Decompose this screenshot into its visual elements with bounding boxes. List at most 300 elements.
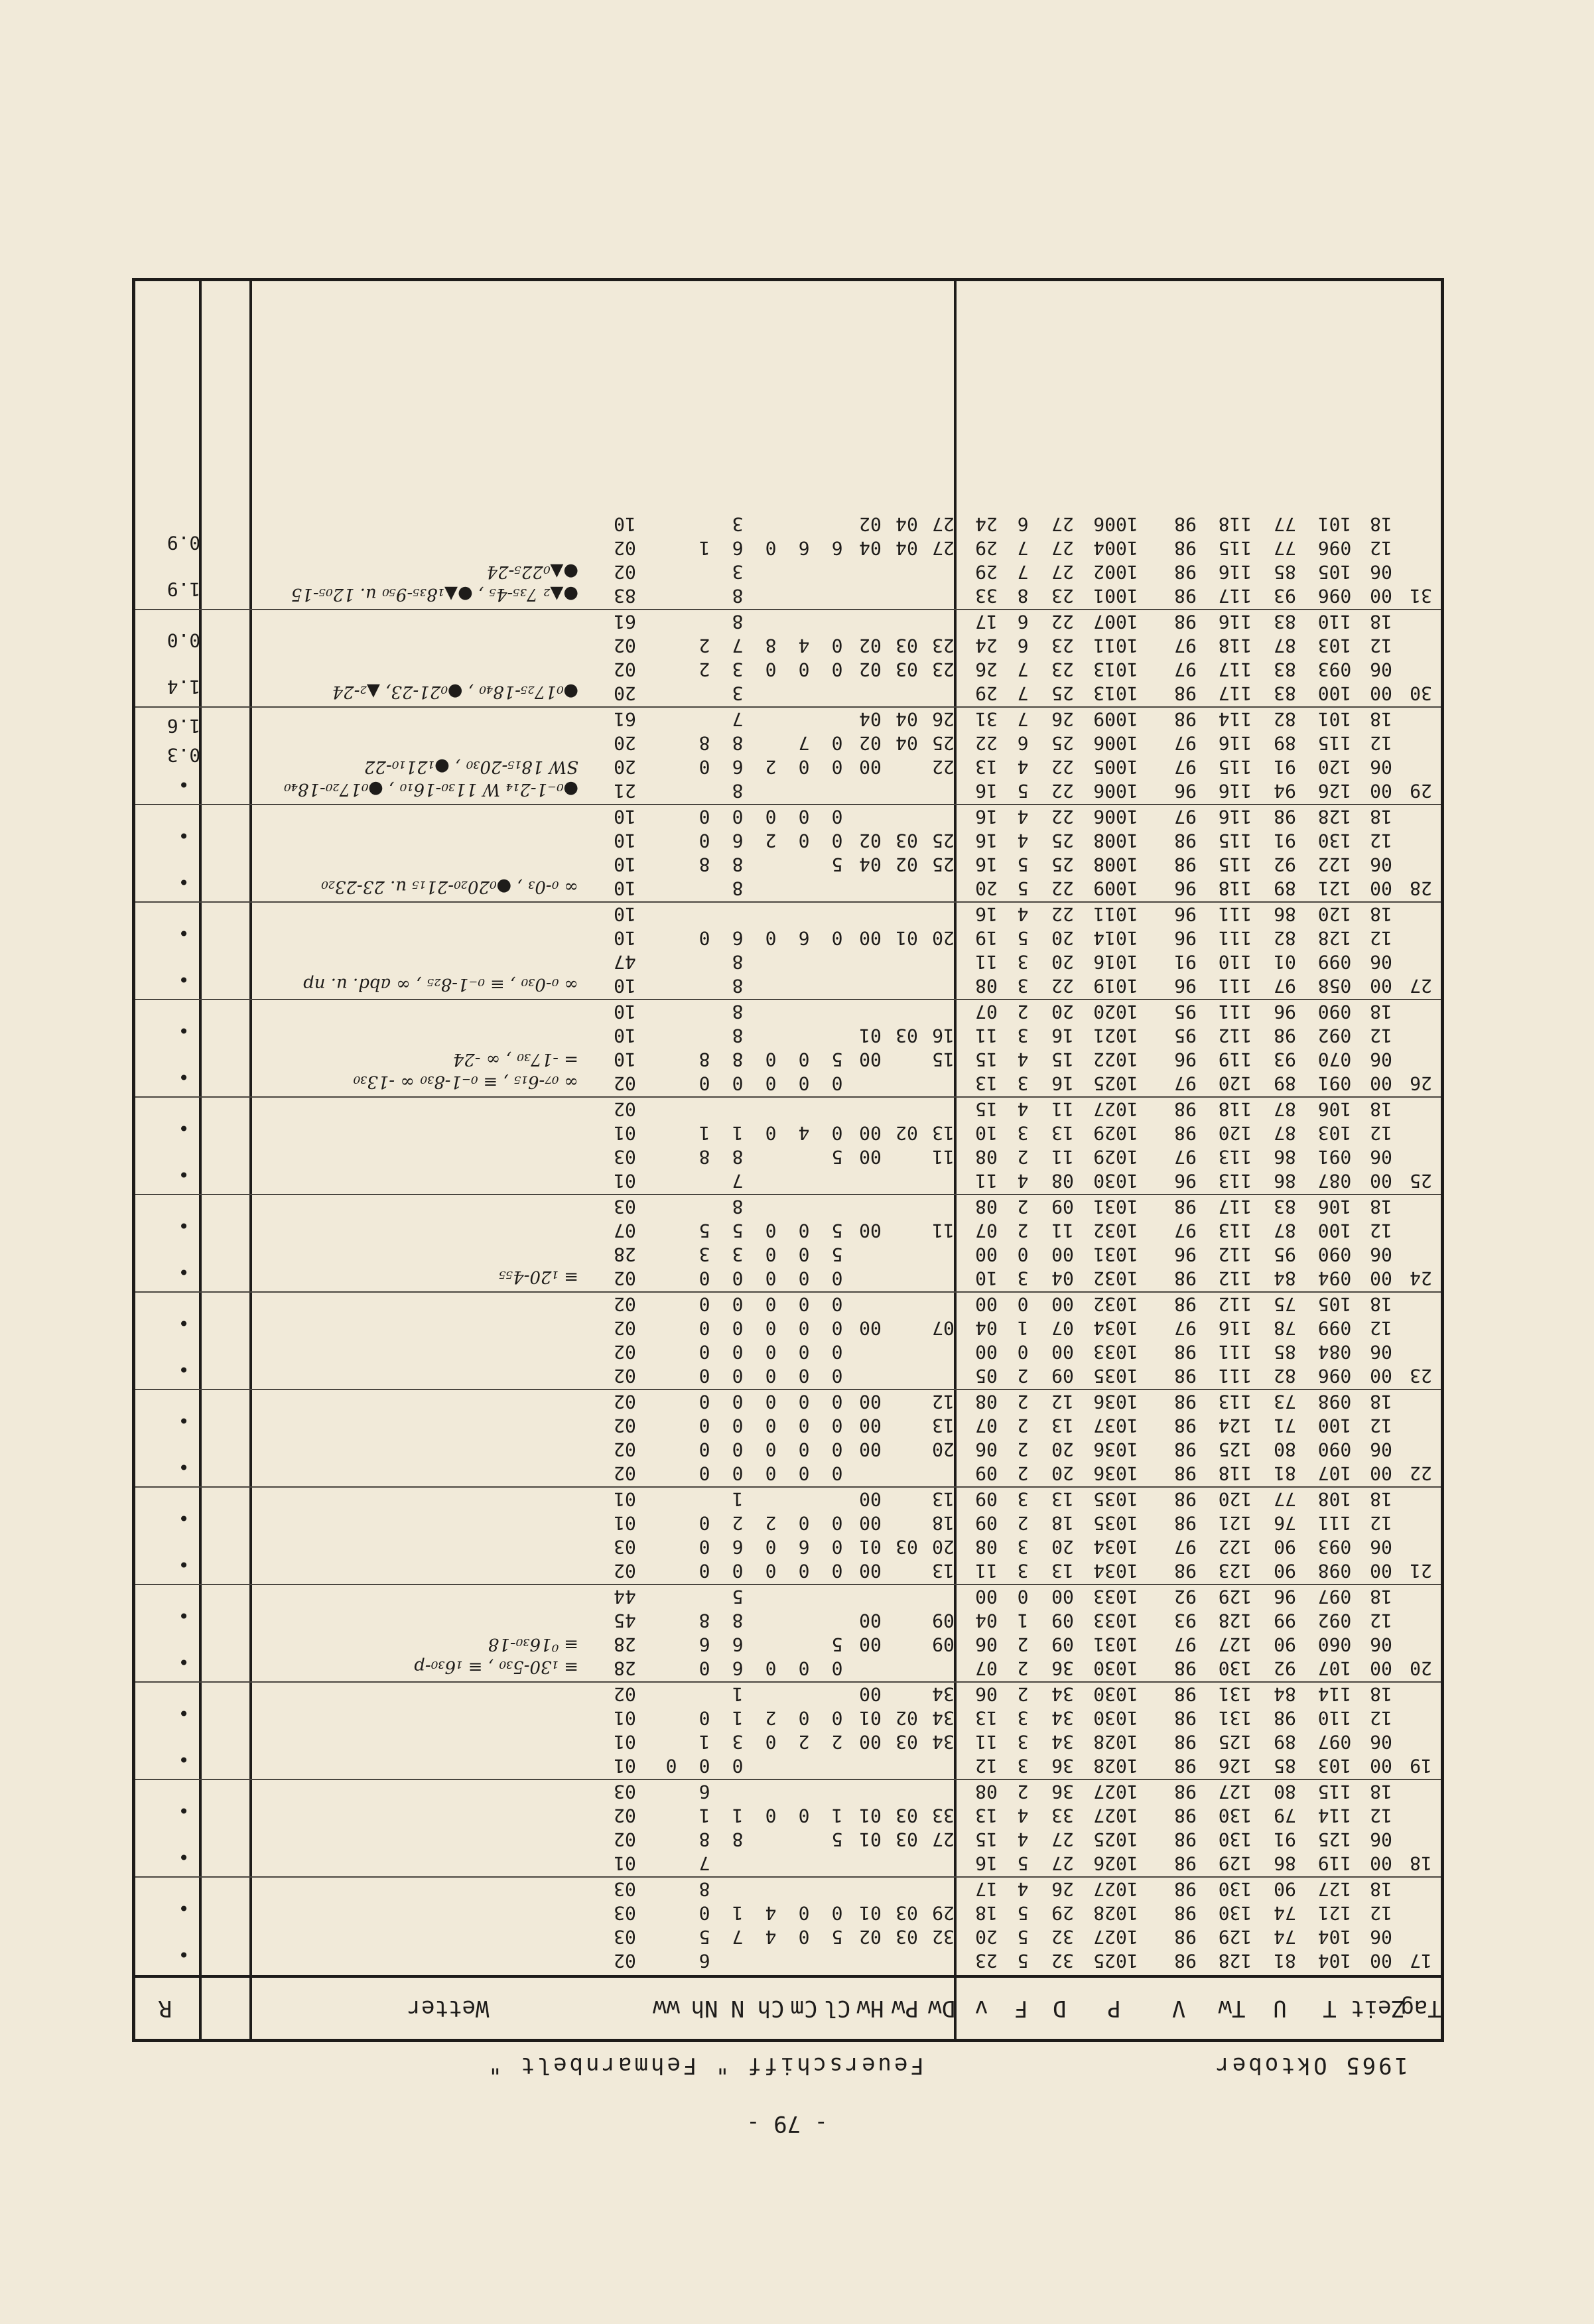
cell-d: 15 [1051,1049,1074,1070]
table-row [135,852,1441,876]
cell-p: 1006 [1093,780,1138,802]
cell-d: 29 [1051,1902,1074,1924]
cell-cl: 0 [831,1439,843,1460]
cell-v: 96 [1174,975,1197,997]
cell-pw: 03 [896,830,918,852]
cell-zeit: 12 [1370,732,1392,754]
cell-tw: 118 [1218,1462,1252,1484]
cell-tw: 111 [1218,1365,1252,1387]
cell-v-wind: 04 [975,1610,998,1632]
column-header-r: R [158,1995,172,2022]
cell-f: 7 [1017,708,1029,730]
cell-ww: 28 [614,1634,636,1655]
cell-p: 1002 [1093,561,1138,583]
cell-u: 81 [1274,1462,1296,1484]
cell-n: 8 [732,1001,744,1023]
cell-nh: 0 [698,1341,710,1363]
cell-f: 2 [1017,1512,1029,1534]
cell-p: 1021 [1093,1025,1138,1047]
cell-tw: 131 [1218,1683,1252,1705]
cell-v: 98 [1174,1488,1197,1510]
cell-n: 6 [732,1657,744,1679]
cell-u: 83 [1274,611,1296,633]
cell-d: 23 [1051,585,1074,607]
cell-cm: 0 [798,1926,810,1948]
cell-tw: 120 [1218,1488,1252,1510]
cell-hw: 00 [859,756,882,778]
cell-v: 98 [1174,1122,1197,1144]
table-row [135,1511,1441,1535]
cell-t: 105 [1317,1293,1352,1315]
cell-t: 103 [1317,635,1352,657]
cell-v: 98 [1174,1950,1197,1972]
cell-cm: 0 [798,756,810,778]
precipitation-value: 1.6 [166,715,201,737]
cell-ww: 02 [614,1462,636,1484]
cell-p: 1036 [1093,1391,1138,1413]
cell-v-wind: 22 [975,732,998,754]
cell-nh: 0 [698,1365,710,1387]
cell-u: 85 [1274,1755,1296,1777]
cell-ww: 03 [614,1878,636,1900]
cell-d: 22 [1051,975,1074,997]
cell-ww: 20 [614,756,636,778]
cell-cl: 0 [831,1536,843,1558]
cell-n: 8 [732,1610,744,1632]
cell-v-wind: 05 [975,1365,998,1387]
cell-u: 85 [1274,1341,1296,1363]
cell-ww: 01 [614,1122,636,1144]
cell-d: 26 [1051,1878,1074,1900]
cell-ww: 21 [614,780,636,802]
cell-d: 27 [1051,1852,1074,1874]
cell-zeit: 00 [1370,877,1392,899]
cell-f: 7 [1017,537,1029,559]
precipitation-value: • [178,1604,190,1626]
table-row [135,828,1441,852]
cell-f: 0 [1017,1341,1029,1363]
cell-v: 98 [1174,1098,1197,1120]
cell-hw: 04 [859,708,882,730]
cell-v-wind: 08 [975,1146,998,1168]
cell-f: 3 [1017,951,1029,973]
cell-v-wind: 16 [975,854,998,875]
cell-cl: 0 [831,1560,843,1582]
weather-note: ∞ ₀₇-6₁₅ , ≡ ₀₋1-8₃₀ ∞ -13₃₀ [353,1072,578,1092]
cell-hw: 00 [859,1512,882,1534]
cell-t: 128 [1317,806,1352,828]
cell-u: 83 [1274,659,1296,680]
cell-dw: 22 [932,756,955,778]
cell-p: 1013 [1093,659,1138,680]
cell-t: 104 [1317,1950,1352,1972]
cell-zeit: 18 [1370,513,1392,535]
table-row [135,1682,1441,1706]
cell-n: 1 [732,1805,744,1827]
cell-d: 32 [1051,1926,1074,1948]
cell-t: 106 [1317,1196,1352,1218]
cell-f: 0 [1017,1293,1029,1315]
cell-t: 094 [1317,1267,1352,1289]
cell-ww: 02 [614,1267,636,1289]
cell-t: 099 [1317,951,1352,973]
cell-ww: 20 [614,682,636,704]
cell-zeit: 18 [1370,1683,1392,1705]
cell-nh: 1 [698,1122,710,1144]
cell-p: 1027 [1093,1098,1138,1120]
cell-v-wind: 31 [975,708,998,730]
cell-t: 100 [1317,1220,1352,1242]
cell-dw: 12 [932,1391,955,1413]
cell-v-wind: 09 [975,1462,998,1484]
cell-hw: 02 [859,635,882,657]
table-row [135,1608,1441,1632]
cell-u: 77 [1274,513,1296,535]
cell-tw: 115 [1218,830,1252,852]
table-row [135,1145,1441,1169]
cell-t: 105 [1317,561,1352,583]
cell-hw: 00 [859,1317,882,1339]
cell-p: 1035 [1093,1488,1138,1510]
cell-t: 115 [1317,1781,1352,1803]
cell-zeit: 06 [1370,1146,1392,1168]
cell-tw: 128 [1218,1610,1252,1632]
day-separator [135,1681,1441,1683]
cell-ww: 02 [614,659,636,680]
cell-f: 5 [1017,877,1029,899]
cell-f: 2 [1017,1220,1029,1242]
cell-zeit: 18 [1370,1391,1392,1413]
day-separator [135,609,1441,610]
cell-zeit: 00 [1370,1755,1392,1777]
table-row [135,1364,1441,1388]
cell-tw: 111 [1218,1341,1252,1363]
cell-ww: 61 [614,708,636,730]
cell-cm: 0 [798,1657,810,1679]
weather-note: ●▲₂ 7₃₅-4₅ , ●▲₁8₃₅-9₅₀ u. 12₀₅-15 [291,584,578,604]
cell-dw: 34 [932,1683,955,1705]
cell-nh: 0 [698,1462,710,1484]
cell-t: 103 [1317,1755,1352,1777]
cell-cm: 0 [798,1439,810,1460]
cell-nh: 0 [698,1391,710,1413]
day-label: 19 [1410,1755,1432,1777]
cell-f: 7 [1017,561,1029,583]
cell-u: 01 [1274,951,1296,973]
cell-cl: 5 [831,1829,843,1850]
cell-cm: 0 [798,1560,810,1582]
cell-t: 119 [1317,1852,1352,1874]
table-row [135,1779,1441,1803]
day-label: 26 [1410,1072,1432,1094]
cell-tw: 112 [1218,1293,1252,1315]
cell-ww: 02 [614,1950,636,1972]
cell-u: 94 [1274,780,1296,802]
cell-tw: 114 [1218,708,1252,730]
cell-f: 2 [1017,1462,1029,1484]
cell-v: 98 [1174,1805,1197,1827]
cell-cm: 4 [798,1122,810,1144]
cell-u: 96 [1274,1586,1296,1608]
cell-tw: 116 [1218,780,1252,802]
cell-nh: 0 [698,1536,710,1558]
cell-d: 22 [1051,780,1074,802]
cell-hw: 00 [859,1488,882,1510]
cell-v-wind: 04 [975,1317,998,1339]
cell-v-wind: 00 [975,1244,998,1265]
cell-zeit: 00 [1370,780,1392,802]
cell-p: 1037 [1093,1415,1138,1437]
cell-zeit: 00 [1370,1170,1392,1192]
cell-dw: 33 [932,1805,955,1827]
cell-d: 22 [1051,877,1074,899]
cell-v: 96 [1174,927,1197,949]
table-row [135,1413,1441,1437]
cell-hw: 01 [859,1707,882,1729]
cell-v-wind: 18 [975,1902,998,1924]
cell-p: 1033 [1093,1341,1138,1363]
cell-v: 98 [1174,537,1197,559]
column-header-ch: Ch [757,1995,785,2022]
cell-t: 121 [1317,877,1352,899]
table-row [135,950,1441,974]
cell-d: 00 [1051,1341,1074,1363]
cell-ww: 10 [614,1001,636,1023]
cell-f: 3 [1017,1707,1029,1729]
cell-cm: 0 [798,1293,810,1315]
cell-f: 2 [1017,1683,1029,1705]
cell-f: 4 [1017,1878,1029,1900]
cell-ch: 0 [765,1657,777,1679]
cell-tw: 117 [1218,585,1252,607]
cell-t: 115 [1317,732,1352,754]
cell-v-wind: 15 [975,1098,998,1120]
cell-zeit: 12 [1370,1902,1392,1924]
cell-f: 6 [1017,513,1029,535]
cell-f: 5 [1017,1926,1029,1948]
cell-p: 1032 [1093,1293,1138,1315]
cell-ww: 01 [614,1731,636,1753]
cell-p: 1034 [1093,1317,1138,1339]
cell-cm: 0 [798,1902,810,1924]
cell-tw: 116 [1218,611,1252,633]
cell-ch: 0 [765,1439,777,1460]
cell-v: 97 [1174,1536,1197,1558]
cell-v-wind: 13 [975,1805,998,1827]
cell-p: 1028 [1093,1731,1138,1753]
cell-cl: 5 [831,854,843,875]
cell-n: 3 [732,513,744,535]
cell-dw: 16 [932,1025,955,1047]
cell-pw: 04 [896,708,918,730]
cell-f: 6 [1017,732,1029,754]
cell-tw: 125 [1218,1731,1252,1753]
cell-f: 3 [1017,1122,1029,1144]
cell-cl: 0 [831,1122,843,1144]
cell-ww: 10 [614,877,636,899]
cell-ww: 03 [614,1196,636,1218]
cell-u: 85 [1274,561,1296,583]
precipitation-value: • [178,1019,190,1041]
cell-p: 1026 [1093,1852,1138,1874]
weather-note: ∞ ₀-0₃ , ●₀20₂₀-21₁₅ u. 23-23₂₀ [321,877,578,897]
cell-f: 2 [1017,1634,1029,1655]
cell-hw: 01 [859,1902,882,1924]
cell-n: 0 [732,1391,744,1413]
cell-hw: 00 [859,1391,882,1413]
cell-cl: 5 [831,1146,843,1168]
column-header-dw: Dw [928,1995,955,2022]
cell-u: 98 [1274,806,1296,828]
table-row [135,1730,1441,1754]
cell-zeit: 06 [1370,1829,1392,1850]
header-ship-name: Feuerschiff " Fehmarnbelt " [486,2052,924,2079]
cell-v-wind: 08 [975,975,998,997]
cell-tw: 122 [1218,1536,1252,1558]
cell-ww: 03 [614,1902,636,1924]
weather-note: SW 18₁₅-20₃₀ , ●₁21₁₀-22 [364,757,578,777]
cell-t: 127 [1317,1878,1352,1900]
column-header-tw: Tw [1218,1995,1246,2022]
cell-v: 98 [1174,1707,1197,1729]
table-row [135,755,1441,779]
cell-ww: 10 [614,1049,636,1070]
precipitation-value: • [178,871,190,893]
cell-d: 32 [1051,1950,1074,1972]
cell-v: 98 [1174,1415,1197,1437]
cell-zeit: 06 [1370,1244,1392,1265]
cell-zeit: 18 [1370,1293,1392,1315]
cell-v: 97 [1174,756,1197,778]
cell-cl: 0 [831,1462,843,1484]
cell-d: 34 [1051,1683,1074,1705]
cell-f: 2 [1017,1781,1029,1803]
table-row [135,1925,1441,1949]
cell-ww: 03 [614,1926,636,1948]
cell-tw: 126 [1218,1755,1252,1777]
cell-d: 11 [1051,1146,1074,1168]
cell-v-wind: 08 [975,1536,998,1558]
cell-ww: 03 [614,1536,636,1558]
cell-tw: 113 [1218,1170,1252,1192]
cell-f: 4 [1017,806,1029,828]
weather-note: ≡ ₁30-5₃₀ , ≡ ₁6₃₀-p [414,1657,578,1677]
cell-v-wind: 24 [975,513,998,535]
cell-zeit: 12 [1370,635,1392,657]
cell-dw: 23 [932,635,955,657]
cell-u: 83 [1274,1196,1296,1218]
cell-cl: 5 [831,1049,843,1070]
cell-hw: 00 [859,1439,882,1460]
cell-f: 0 [1017,1244,1029,1265]
cell-v-wind: 11 [975,1731,998,1753]
cell-p: 1013 [1093,682,1138,704]
cell-ww: 10 [614,903,636,925]
cell-dw: 25 [932,854,955,875]
cell-zeit: 18 [1370,1781,1392,1803]
cell-f: 3 [1017,1755,1029,1777]
table-row [135,1316,1441,1340]
cell-n: 8 [732,877,744,899]
cell-pw: 03 [896,1536,918,1558]
cell-f: 5 [1017,1902,1029,1924]
cell-ww: 10 [614,927,636,949]
cell-cl: 0 [831,1902,843,1924]
page-number: - 79 - [746,2110,828,2137]
cell-v: 98 [1174,561,1197,583]
cell-zeit: 18 [1370,1196,1392,1218]
cell-tw: 117 [1218,659,1252,680]
cell-tw: 117 [1218,1196,1252,1218]
cell-nh: 8 [698,732,710,754]
table-row [135,1266,1441,1290]
cell-d: 34 [1051,1731,1074,1753]
cell-hw: 04 [859,537,882,559]
cell-v: 96 [1174,1049,1197,1070]
weather-note: ●▲₀22₅-24 [486,562,578,582]
cell-n: 5 [732,1220,744,1242]
cell-tw: 116 [1218,1317,1252,1339]
precipitation-value: • [178,1748,190,1770]
column-header-n: N [730,1995,745,2022]
cell-nh: 0 [698,1657,710,1679]
day-separator [135,1584,1441,1585]
cell-v: 98 [1174,1293,1197,1315]
table-row [135,633,1441,657]
cell-dw: 25 [932,732,955,754]
cell-dw: 09 [932,1634,955,1655]
cell-pw: 03 [896,659,918,680]
cell-tw: 116 [1218,806,1252,828]
cell-p: 1001 [1093,585,1138,607]
cell-v: 98 [1174,585,1197,607]
cell-zeit: 00 [1370,1950,1392,1972]
cell-hw: 00 [859,1560,882,1582]
table-row [135,902,1441,926]
table-row [135,1535,1441,1559]
cell-t: 103 [1317,1122,1352,1144]
cell-p: 1034 [1093,1536,1138,1558]
cell-ch: 0 [765,1341,777,1363]
cell-nh: 8 [698,1610,710,1632]
cell-hw: 00 [859,1122,882,1144]
cell-cl: 2 [831,1731,843,1753]
table-row [135,1851,1441,1875]
cell-zeit: 06 [1370,659,1392,680]
column-header-pw: Pw [892,1995,919,2022]
cell-t: 106 [1317,1098,1352,1120]
cell-v-wind: 15 [975,1049,998,1070]
cell-cl: 0 [831,1317,843,1339]
cell-cm: 0 [798,1462,810,1484]
cell-v-wind: 23 [975,1950,998,1972]
cell-v: 98 [1174,1560,1197,1582]
precipitation-value: • [178,922,190,944]
cell-v-wind: 16 [975,780,998,802]
cell-v-wind: 06 [975,1439,998,1460]
cell-pw: 02 [896,854,918,875]
cell-u: 79 [1274,1805,1296,1827]
precipitation-value: • [178,1456,190,1478]
cell-n: 2 [732,1512,744,1534]
cell-hw: 02 [859,830,882,852]
cell-p: 1030 [1093,1683,1138,1705]
cell-v-wind: 07 [975,1415,998,1437]
cell-nh: 2 [698,659,710,680]
cell-pw: 04 [896,732,918,754]
cell-n: 3 [732,1244,744,1265]
day-label: 21 [1410,1560,1432,1582]
